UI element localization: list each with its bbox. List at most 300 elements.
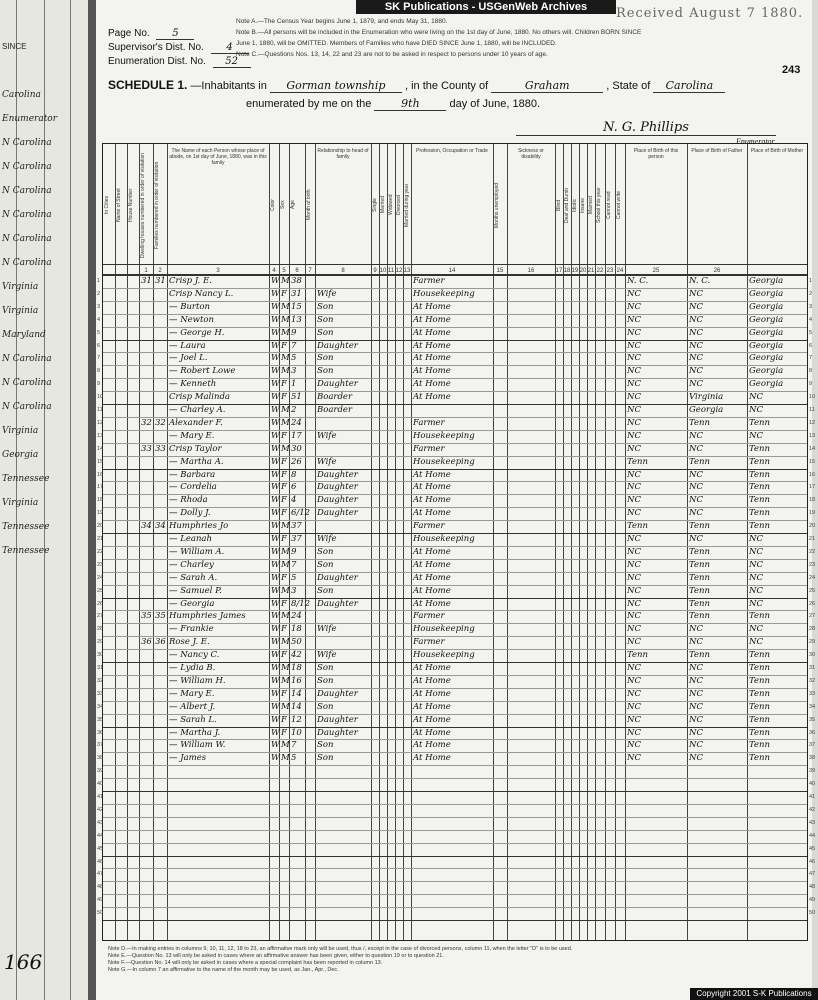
cell-color: W <box>271 314 280 325</box>
column-heading: Place of Birth of Father <box>691 148 743 154</box>
cell-sex: M <box>281 559 290 570</box>
strip-entry: Tennessee <box>2 474 50 484</box>
strip-entry: Virginia <box>2 426 39 436</box>
column-heading: Cannot read <box>606 191 612 219</box>
cell-name: — Albert J. <box>169 701 216 712</box>
cell-color: W <box>271 301 280 312</box>
line-number-right: 45 <box>809 845 816 852</box>
cell-occ: At Home <box>413 301 451 312</box>
line-number: 45 <box>97 845 104 852</box>
cell-fbp: NC <box>689 327 703 338</box>
cell-dw: 32 <box>141 417 152 428</box>
column-number: 4 <box>272 268 276 274</box>
column-number: 18 <box>563 268 571 274</box>
line-number-right: 32 <box>809 677 816 684</box>
cell-sex: F <box>281 572 287 583</box>
line-number-right: 13 <box>809 432 816 439</box>
schedule-title: SCHEDULE 1. <box>108 78 188 92</box>
cell-name: — William H. <box>169 675 226 686</box>
cell-color: W <box>271 740 280 751</box>
cell-sex: M <box>281 701 290 712</box>
cell-age: 3 <box>291 366 297 377</box>
line-number-right: 4 <box>809 316 813 323</box>
cell-color: W <box>271 366 280 377</box>
cell-age: 6 <box>291 482 297 493</box>
cell-sex: M <box>281 585 290 596</box>
note-line: Note C.—Questions Nos. 13, 14, 22 and 23 are not to be asked in respect to persons under 10 years of age. <box>236 51 548 58</box>
cell-name: — Barbara <box>169 469 216 480</box>
line-number-right: 43 <box>809 819 816 826</box>
cell-bp: NC <box>627 637 641 648</box>
cell-mbp: NC <box>749 392 763 403</box>
cell-sex: M <box>281 353 290 364</box>
cell-sex: M <box>281 417 290 428</box>
column-number: 7 <box>308 268 312 274</box>
line-number: 39 <box>97 768 104 775</box>
line-number: 1 <box>97 278 101 284</box>
column-number: 11 <box>387 268 395 274</box>
cell-age: 14 <box>291 701 302 712</box>
line-number-right: 21 <box>809 536 816 542</box>
cell-mbp: Tenn <box>749 701 770 712</box>
line-number-right: 9 <box>809 381 813 388</box>
cell-name: — Dolly J. <box>169 508 211 519</box>
cell-fbp: NC <box>689 753 703 764</box>
column-heading: Sickness or disability <box>518 148 544 160</box>
cell-rel: Son <box>317 753 334 764</box>
line-number: 47 <box>97 871 104 878</box>
cell-sex: F <box>281 508 287 519</box>
cell-occ: At Home <box>413 663 451 673</box>
cell-occ: At Home <box>413 559 451 570</box>
cell-fbp: NC <box>689 366 703 377</box>
cell-name: — Charley <box>169 559 214 570</box>
enumerated-label: enumerated by me on the <box>246 98 372 110</box>
cell-mbp: Tenn <box>749 521 770 532</box>
cell-color: W <box>271 701 280 712</box>
cell-sex: M <box>281 663 290 673</box>
column-heading: Place of Birth of Mother <box>750 148 804 154</box>
line-number-right: 26 <box>809 600 816 607</box>
enumerated-line <box>246 97 540 111</box>
line-number-right: 19 <box>809 510 816 517</box>
cell-age: 17 <box>291 430 302 441</box>
cell-rel: Son <box>317 675 334 686</box>
cell-name: — Rhoda <box>169 495 208 506</box>
cell-rel: Boarder <box>317 392 353 403</box>
cell-age: 18 <box>291 624 302 635</box>
row-divider <box>103 920 807 921</box>
cell-bp: NC <box>627 327 641 338</box>
cell-sex: M <box>281 546 290 557</box>
cell-fbp: Georgia <box>689 405 724 415</box>
cell-rel: Wife <box>317 534 337 544</box>
line-number-right: 40 <box>809 781 816 788</box>
note-line: June 1, 1880, will be OMITTED. Members of Families who have DIED SINCE June 1, 1880, will be INCLUDED. <box>236 40 557 47</box>
cell-dw: 35 <box>141 611 152 622</box>
line-number-right: 25 <box>809 587 816 594</box>
line-number: 4 <box>97 316 101 323</box>
cell-bp: Tenn <box>627 650 648 661</box>
cell-rel: Son <box>317 353 334 364</box>
cell-fbp: Tenn <box>689 456 710 467</box>
line-number: 2 <box>97 290 101 297</box>
cell-fbp: Tenn <box>689 521 710 532</box>
cell-mbp: NC <box>749 585 763 596</box>
line-number: 9 <box>97 381 101 388</box>
cell-fam: 36 <box>155 637 166 648</box>
line-number-right: 24 <box>809 574 816 581</box>
line-number-right: 47 <box>809 871 816 878</box>
cell-name: Alexander F. <box>169 417 223 428</box>
cell-mbp: NC <box>749 598 763 609</box>
cell-sex: F <box>281 379 287 390</box>
line-number-right: 46 <box>809 858 816 865</box>
cell-color: W <box>271 611 280 622</box>
strip-entry: Carolina <box>2 90 41 100</box>
column-number: 12 <box>395 268 403 274</box>
cell-bp: NC <box>627 353 641 364</box>
cell-age: 5 <box>291 353 297 364</box>
cell-bp: NC <box>627 379 641 390</box>
cell-age: 2 <box>291 405 297 415</box>
header-divider <box>103 264 807 265</box>
line-number: 37 <box>97 742 104 749</box>
strip-entry: Virginia <box>2 282 39 292</box>
cell-rel: Son <box>317 314 334 325</box>
cell-fbp: NC <box>689 443 703 454</box>
line-number: 21 <box>97 536 104 542</box>
strip-entry: Tennessee <box>2 522 50 532</box>
cell-sex: M <box>281 327 290 338</box>
strip-entry: N Carolina <box>2 354 52 364</box>
cell-mbp: Tenn <box>749 508 770 519</box>
cell-bp: NC <box>627 675 641 686</box>
strip-entry: Maryland <box>2 330 46 340</box>
cell-name: — Mary E. <box>169 430 215 441</box>
cell-color: W <box>271 521 280 532</box>
line-number: 41 <box>97 794 104 800</box>
cell-name: — James <box>169 753 207 764</box>
cell-color: W <box>271 650 280 661</box>
cell-age: 6/12 <box>291 508 311 519</box>
cell-mbp: NC <box>749 546 763 557</box>
enumerator-signature: N. G. Phillips <box>516 120 776 136</box>
line-number: 12 <box>97 419 104 426</box>
line-number-right: 33 <box>809 690 816 697</box>
cell-occ: At Home <box>413 688 451 699</box>
line-number-right: 50 <box>809 910 816 917</box>
row-divider <box>103 894 807 895</box>
line-number-right: 37 <box>809 742 816 749</box>
cell-age: 18 <box>291 663 302 673</box>
cell-occ: At Home <box>413 753 451 764</box>
cell-bp: NC <box>627 495 641 506</box>
column-number: 8 <box>341 268 345 274</box>
cell-color: W <box>271 508 280 519</box>
cell-age: 51 <box>291 392 302 403</box>
cell-sex: M <box>281 637 290 648</box>
row-divider <box>103 778 807 779</box>
cell-name: — Charley A. <box>169 405 226 415</box>
cell-age: 4 <box>291 495 297 506</box>
strip-column-line <box>70 0 71 1000</box>
column-heading: Families numbered in order of visitation <box>154 161 160 249</box>
column-heading: Place of Birth of this person <box>633 148 679 160</box>
line-number: 48 <box>97 884 104 891</box>
cell-age: 8 <box>291 469 297 480</box>
cell-occ: At Home <box>413 392 451 403</box>
line-number-right: 17 <box>809 484 816 491</box>
column-number: 13 <box>403 268 411 274</box>
column-number: 24 <box>616 268 624 274</box>
cell-occ: At Home <box>413 327 451 338</box>
cell-mbp: Tenn <box>749 611 770 622</box>
cell-mbp: Tenn <box>749 675 770 686</box>
enumerator-label: Enumerator. <box>736 137 776 146</box>
cell-occ: Farmer <box>413 276 445 286</box>
cell-age: 12 <box>291 714 302 725</box>
cell-mbp: Tenn <box>749 469 770 480</box>
line-number: 13 <box>97 432 104 439</box>
cell-fbp: Tenn <box>689 598 710 609</box>
cell-rel: Daughter <box>317 495 358 506</box>
cell-age: 24 <box>291 417 302 428</box>
cell-mbp: Tenn <box>749 740 770 751</box>
line-number: 19 <box>97 510 104 517</box>
cell-age: 50 <box>291 637 302 648</box>
cell-mbp: Tenn <box>749 456 770 467</box>
cell-sex: M <box>281 443 290 454</box>
cell-fbp: Tenn <box>689 559 710 570</box>
cell-age: 7 <box>291 340 297 351</box>
column-heading: Married during year <box>404 183 410 227</box>
cell-fbp: Tenn <box>689 611 710 622</box>
cell-occ: At Home <box>413 546 451 557</box>
line-number-right: 7 <box>809 355 813 362</box>
cell-name: — William W. <box>169 740 226 751</box>
cell-occ: Farmer <box>413 443 445 454</box>
cell-sex: F <box>281 534 287 544</box>
cell-bp: NC <box>627 701 641 712</box>
cell-bp: NC <box>627 559 641 570</box>
column-heading: Cannot write <box>616 190 622 220</box>
cell-bp: Tenn <box>627 521 648 532</box>
cell-fbp: Tenn <box>689 585 710 596</box>
cell-fbp: Tenn <box>689 546 710 557</box>
column-heading: Married <box>380 196 386 214</box>
column-heading: Blind <box>556 199 562 211</box>
cell-name: — Nancy C. <box>169 650 220 661</box>
cell-mbp: Tenn <box>749 753 770 764</box>
cell-age: 7 <box>291 559 297 570</box>
cell-rel: Son <box>317 740 334 751</box>
cell-color: W <box>271 276 280 286</box>
cell-bp: NC <box>627 534 641 544</box>
cell-age: 26 <box>291 456 302 467</box>
line-number: 22 <box>97 548 104 555</box>
line-number-right: 36 <box>809 729 816 736</box>
cell-fbp: NC <box>689 624 703 635</box>
cell-mbp: Georgia <box>749 353 784 364</box>
strip-column-line <box>44 0 45 1000</box>
column-heading: Months unemployed <box>494 182 500 228</box>
cell-name: Humphries James <box>169 611 246 622</box>
column-number: 1 <box>144 268 148 274</box>
cell-sex: F <box>281 469 287 480</box>
column-heading: Color <box>270 199 276 211</box>
cell-name: — Samuel P. <box>169 585 222 596</box>
column-number: 14 <box>448 268 456 274</box>
cell-occ: At Home <box>413 740 451 751</box>
column-number: 26 <box>713 268 721 274</box>
column-number: 19 <box>571 268 579 274</box>
cell-occ: At Home <box>413 727 451 738</box>
strip-entry: N Carolina <box>2 186 52 196</box>
cell-name: Crisp J. E. <box>169 276 212 286</box>
cell-mbp: Tenn <box>749 688 770 699</box>
cell-color: W <box>271 624 280 635</box>
cell-sex: M <box>281 521 290 532</box>
cell-name: — Laura <box>169 340 206 351</box>
line-number-right: 31 <box>809 665 816 671</box>
cell-color: W <box>271 534 280 544</box>
line-number: 29 <box>97 639 104 646</box>
state-value: Carolina <box>653 79 725 93</box>
line-number-right: 20 <box>809 523 816 530</box>
cell-occ: At Home <box>413 469 451 480</box>
column-number: 22 <box>596 268 604 274</box>
cell-name: Rose J. E. <box>169 637 210 648</box>
cell-mbp: Tenn <box>749 727 770 738</box>
line-number-right: 14 <box>809 445 816 452</box>
cell-bp: NC <box>627 753 641 764</box>
cell-bp: NC <box>627 314 641 325</box>
cell-occ: At Home <box>413 508 451 519</box>
line-number: 14 <box>97 445 104 452</box>
note-line: Note B.—All persons will be included in the Enumeration who were living on the 1st day of June, 1880. No others will. Children BORN SINCE <box>236 29 642 36</box>
cell-age: 14 <box>291 688 302 699</box>
cell-fam: 31 <box>155 276 166 286</box>
cell-occ: Farmer <box>413 521 445 532</box>
line-number-right: 49 <box>809 897 816 904</box>
cell-occ: At Home <box>413 701 451 712</box>
cell-fam: 33 <box>155 443 166 454</box>
column-heading: Age <box>290 200 296 210</box>
book-gutter <box>88 0 96 1000</box>
column-heading: Month of birth <box>306 189 312 221</box>
cell-bp: NC <box>627 740 641 751</box>
line-number: 49 <box>97 897 104 904</box>
column-heading: Insane <box>580 197 586 213</box>
cell-rel: Son <box>317 301 334 312</box>
cell-age: 5 <box>291 753 297 764</box>
cell-sex: M <box>281 675 290 686</box>
cell-fbp: NC <box>689 430 703 441</box>
cell-color: W <box>271 688 280 699</box>
line-number: 34 <box>97 703 104 710</box>
cell-mbp: Georgia <box>749 340 784 351</box>
row-divider <box>103 843 807 844</box>
line-number-right: 27 <box>809 613 816 620</box>
cell-mbp: Georgia <box>749 366 784 377</box>
cell-fbp: NC <box>689 301 703 312</box>
strip-entry: Tennessee <box>2 546 50 556</box>
cell-fbp: NC <box>689 701 703 712</box>
line-number-right: 15 <box>809 458 816 465</box>
cell-fbp: NC <box>689 314 703 325</box>
supervisor-value: 4 <box>211 42 249 54</box>
cell-fbp: NC <box>689 508 703 519</box>
line-number: 23 <box>97 561 104 568</box>
strip-entry: N Carolina <box>2 378 52 388</box>
cell-rel: Wife <box>317 650 337 661</box>
schedule-title-line <box>108 78 808 93</box>
cell-name: Crisp Taylor <box>169 443 222 454</box>
inhabitants-label: —Inhabitants in <box>190 80 267 92</box>
cell-bp: NC <box>627 417 641 428</box>
township-value: Gorman township <box>270 79 402 93</box>
cell-fbp: NC <box>689 727 703 738</box>
cell-color: W <box>271 456 280 467</box>
cell-age: 8/12 <box>291 598 311 609</box>
enumeration-value: 52 <box>213 56 251 68</box>
cell-fbp: NC <box>689 353 703 364</box>
cell-fbp: Tenn <box>689 572 710 583</box>
cell-sex: M <box>281 405 290 415</box>
cell-age: 9 <box>291 546 297 557</box>
cell-occ: Housekeeping <box>413 650 475 661</box>
row-divider <box>103 791 807 792</box>
cell-name: — Sarah A. <box>169 572 218 583</box>
cell-bp: NC <box>627 443 641 454</box>
cell-color: W <box>271 405 280 415</box>
cell-rel: Son <box>317 663 334 673</box>
row-divider <box>103 856 807 857</box>
line-number: 26 <box>97 600 104 607</box>
cell-name: — Martha J. <box>169 727 221 738</box>
cell-mbp: Tenn <box>749 663 770 673</box>
cell-occ: Housekeeping <box>413 456 475 467</box>
cell-sex: F <box>281 598 287 609</box>
line-number-right: 12 <box>809 419 816 426</box>
cell-color: W <box>271 727 280 738</box>
cell-color: W <box>271 572 280 583</box>
strip-entry: N Carolina <box>2 402 52 412</box>
strip-entry: Virginia <box>2 306 39 316</box>
cell-name: — Lydia B. <box>169 663 216 673</box>
column-number: 20 <box>579 268 587 274</box>
line-number: 17 <box>97 484 104 491</box>
cell-age: 37 <box>291 534 302 544</box>
strip-entry: Enumerator <box>2 114 58 124</box>
cell-occ: Housekeeping <box>413 430 475 441</box>
cell-bp: NC <box>627 366 641 377</box>
line-number: 10 <box>97 394 104 401</box>
line-number: 36 <box>97 729 104 736</box>
cell-age: 38 <box>291 276 302 286</box>
cell-name: — Sarah L. <box>169 714 217 725</box>
cell-dw: 36 <box>141 637 152 648</box>
cell-occ: Farmer <box>413 611 445 622</box>
cell-mbp: Tenn <box>749 443 770 454</box>
page-no-row <box>108 28 194 40</box>
line-number-right: 28 <box>809 626 816 633</box>
cell-age: 9 <box>291 327 297 338</box>
line-number: 5 <box>97 329 101 336</box>
column-heading: Single <box>372 198 378 212</box>
line-number-right: 1 <box>809 278 813 284</box>
